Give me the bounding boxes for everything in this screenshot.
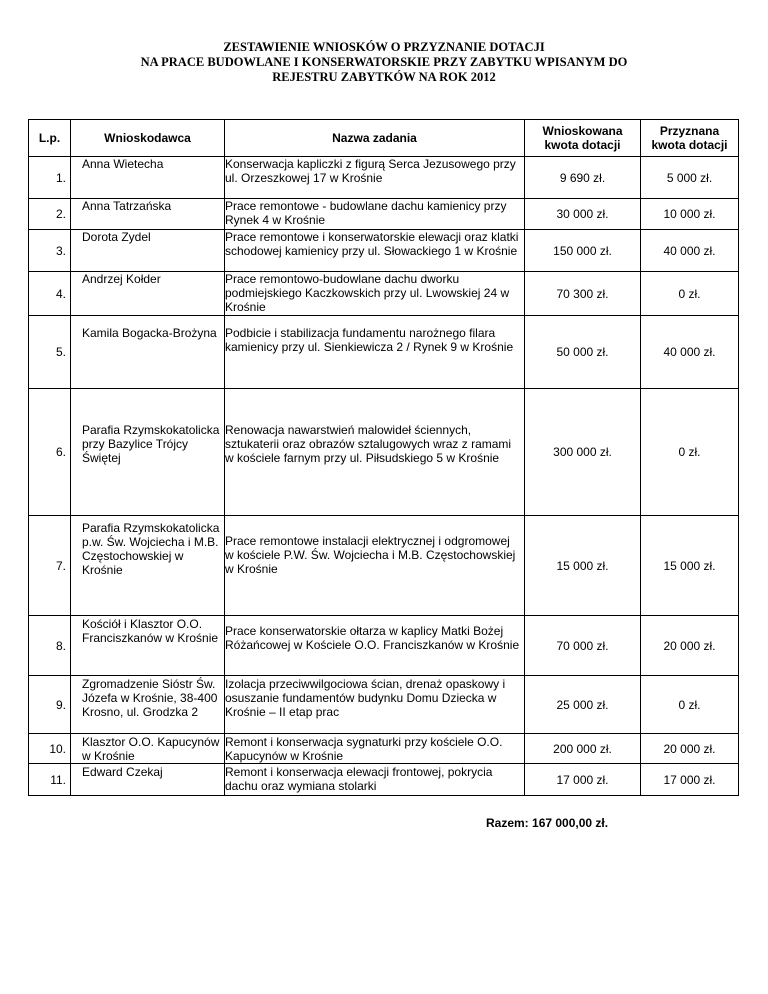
row-lp: 3. (29, 230, 71, 272)
row-przyznana: 40 000 zł. (641, 316, 739, 389)
row-lp: 8. (29, 616, 71, 676)
row-przyznana: 20 000 zł. (641, 616, 739, 676)
table-row (29, 764, 739, 796)
row-lp: 7. (29, 516, 71, 616)
row-nazwa: Prace remontowe - budowlane dachu kamienicy przy Rynek 4 w Krośnie (225, 199, 525, 230)
row-lp: 1. (29, 157, 71, 199)
table-row (29, 389, 739, 516)
table-header-row (29, 120, 739, 157)
table-row (29, 199, 739, 230)
row-przyznana: 20 000 zł. (641, 734, 739, 764)
row-wnioskowana: 30 000 zł. (525, 199, 641, 230)
header-lp: L.p. (29, 120, 71, 157)
row-lp: 10. (29, 734, 71, 764)
row-wnioskowana: 15 000 zł. (525, 516, 641, 616)
title-line-3: REJESTRU ZABYTKÓW NA ROK 2012 (272, 70, 496, 84)
row-nazwa: Renowacja nawarstwień malowideł ściennych, sztukaterii oraz obrazów sztalugowych wraz z ramami w kościele farnym przy ul. Piłsudskiego 5 w Krośnie (225, 389, 525, 516)
row-lp: 5. (29, 316, 71, 389)
row-nazwa: Prace remontowe i konserwatorskie elewacji oraz klatki schodowej kamienicy przy ul. Słowackiego 1 w Krośnie (225, 230, 525, 272)
row-wnioskowana: 50 000 zł. (525, 316, 641, 389)
table-row (29, 157, 739, 199)
row-przyznana: 10 000 zł. (641, 199, 739, 230)
header-wnioskowana: Wnioskowana kwota dotacji (525, 120, 641, 157)
row-wnioskodawca: Kościół i Klasztor O.O. Franciszkanów w Krośnie (71, 616, 225, 676)
row-wnioskodawca: Dorota Zydel (71, 230, 225, 272)
row-przyznana: 40 000 zł. (641, 230, 739, 272)
row-nazwa: Podbicie i stabilizacja fundamentu narożnego filara kamienicy przy ul. Sienkiewicza 2 / Rynek 9 w Krośnie (225, 316, 525, 389)
table-row (29, 230, 739, 272)
row-wnioskodawca: Klasztor O.O. Kapucynów w Krośnie (71, 734, 225, 764)
row-wnioskowana: 70 000 zł. (525, 616, 641, 676)
row-lp: 9. (29, 676, 71, 734)
row-wnioskowana: 70 300 zł. (525, 272, 641, 316)
row-wnioskodawca: Anna Wietecha (71, 157, 225, 199)
row-wnioskodawca: Parafia Rzymskokatolicka przy Bazylice Trójcy Świętej (71, 389, 225, 516)
title-line-2: NA PRACE BUDOWLANE I KONSERWATORSKIE PRZY ZABYTKU WPISANYM DO (140, 55, 628, 69)
row-przyznana: 15 000 zł. (641, 516, 739, 616)
row-nazwa: Prace remontowo-budowlane dachu dworku podmiejskiego Kaczkowskich przy ul. Lwowskiej 24 w Krośnie (225, 272, 525, 316)
row-przyznana: 5 000 zł. (641, 157, 739, 199)
header-wnioskodawca: Wnioskodawca (71, 120, 225, 157)
row-wnioskodawca: Edward Czekaj (71, 764, 225, 796)
row-nazwa: Prace remontowe instalacji elektrycznej i odgromowej w kościele P.W. Św. Wojciecha i M.B. Częstochowskiej w Krośnie (225, 516, 525, 616)
row-wnioskodawca: Anna Tatrzańska (71, 199, 225, 230)
title-line-1: ZESTAWIENIE WNIOSKÓW O PRZYZNANIE DOTACJI (223, 40, 545, 54)
row-nazwa: Prace konserwatorskie ołtarza w kaplicy Matki Bożej Różańcowej w Kościele O.O. Franciszkanów w Krośnie (225, 616, 525, 676)
row-wnioskowana: 150 000 zł. (525, 230, 641, 272)
row-wnioskowana: 200 000 zł. (525, 734, 641, 764)
row-wnioskodawca: Andrzej Kołder (71, 272, 225, 316)
row-lp: 6. (29, 389, 71, 516)
row-wnioskowana: 9 690 zł. (525, 157, 641, 199)
table-row (29, 516, 739, 616)
table-row (29, 676, 739, 734)
row-nazwa: Remont i konserwacja elewacji frontowej, pokrycia dachu oraz wymiana stolarki (225, 764, 525, 796)
table-row (29, 272, 739, 316)
row-nazwa: Izolacja przeciwwilgociowa ścian, drenaż opaskowy i osuszanie fundamentów budynku Domu Dziecka w Krośnie – II etap prac (225, 676, 525, 734)
total-sum: Razem: 167 000,00 zł. (486, 816, 609, 830)
table-row (29, 616, 739, 676)
document-title (60, 40, 708, 85)
row-nazwa: Remont i konserwacja sygnaturki przy kościele O.O. Kapucynów w Krośnie (225, 734, 525, 764)
row-wnioskowana: 25 000 zł. (525, 676, 641, 734)
row-lp: 2. (29, 199, 71, 230)
row-lp: 4. (29, 272, 71, 316)
table-row (29, 316, 739, 389)
row-wnioskodawca: Zgromadzenie Sióstr Św. Józefa w Krośnie, 38-400 Krosno, ul. Grodzka 2 (71, 676, 225, 734)
header-przyznana: Przyznana kwota dotacji (641, 120, 739, 157)
row-przyznana: 0 zł. (641, 389, 739, 516)
grants-table (28, 119, 739, 796)
row-wnioskodawca: Kamila Bogacka-Brożyna (71, 316, 225, 389)
row-wnioskodawca: Parafia Rzymskokatolicka p.w. Św. Wojciecha i M.B. Częstochowskiej w Krośnie (71, 516, 225, 616)
row-lp: 11. (29, 764, 71, 796)
row-przyznana: 0 zł. (641, 676, 739, 734)
header-nazwa: Nazwa zadania (225, 120, 525, 157)
row-wnioskowana: 300 000 zł. (525, 389, 641, 516)
row-przyznana: 17 000 zł. (641, 764, 739, 796)
table-row (29, 734, 739, 764)
row-wnioskowana: 17 000 zł. (525, 764, 641, 796)
row-przyznana: 0 zł. (641, 272, 739, 316)
row-nazwa: Konserwacja kapliczki z figurą Serca Jezusowego przy ul. Orzeszkowej 17 w Krośnie (225, 157, 525, 199)
